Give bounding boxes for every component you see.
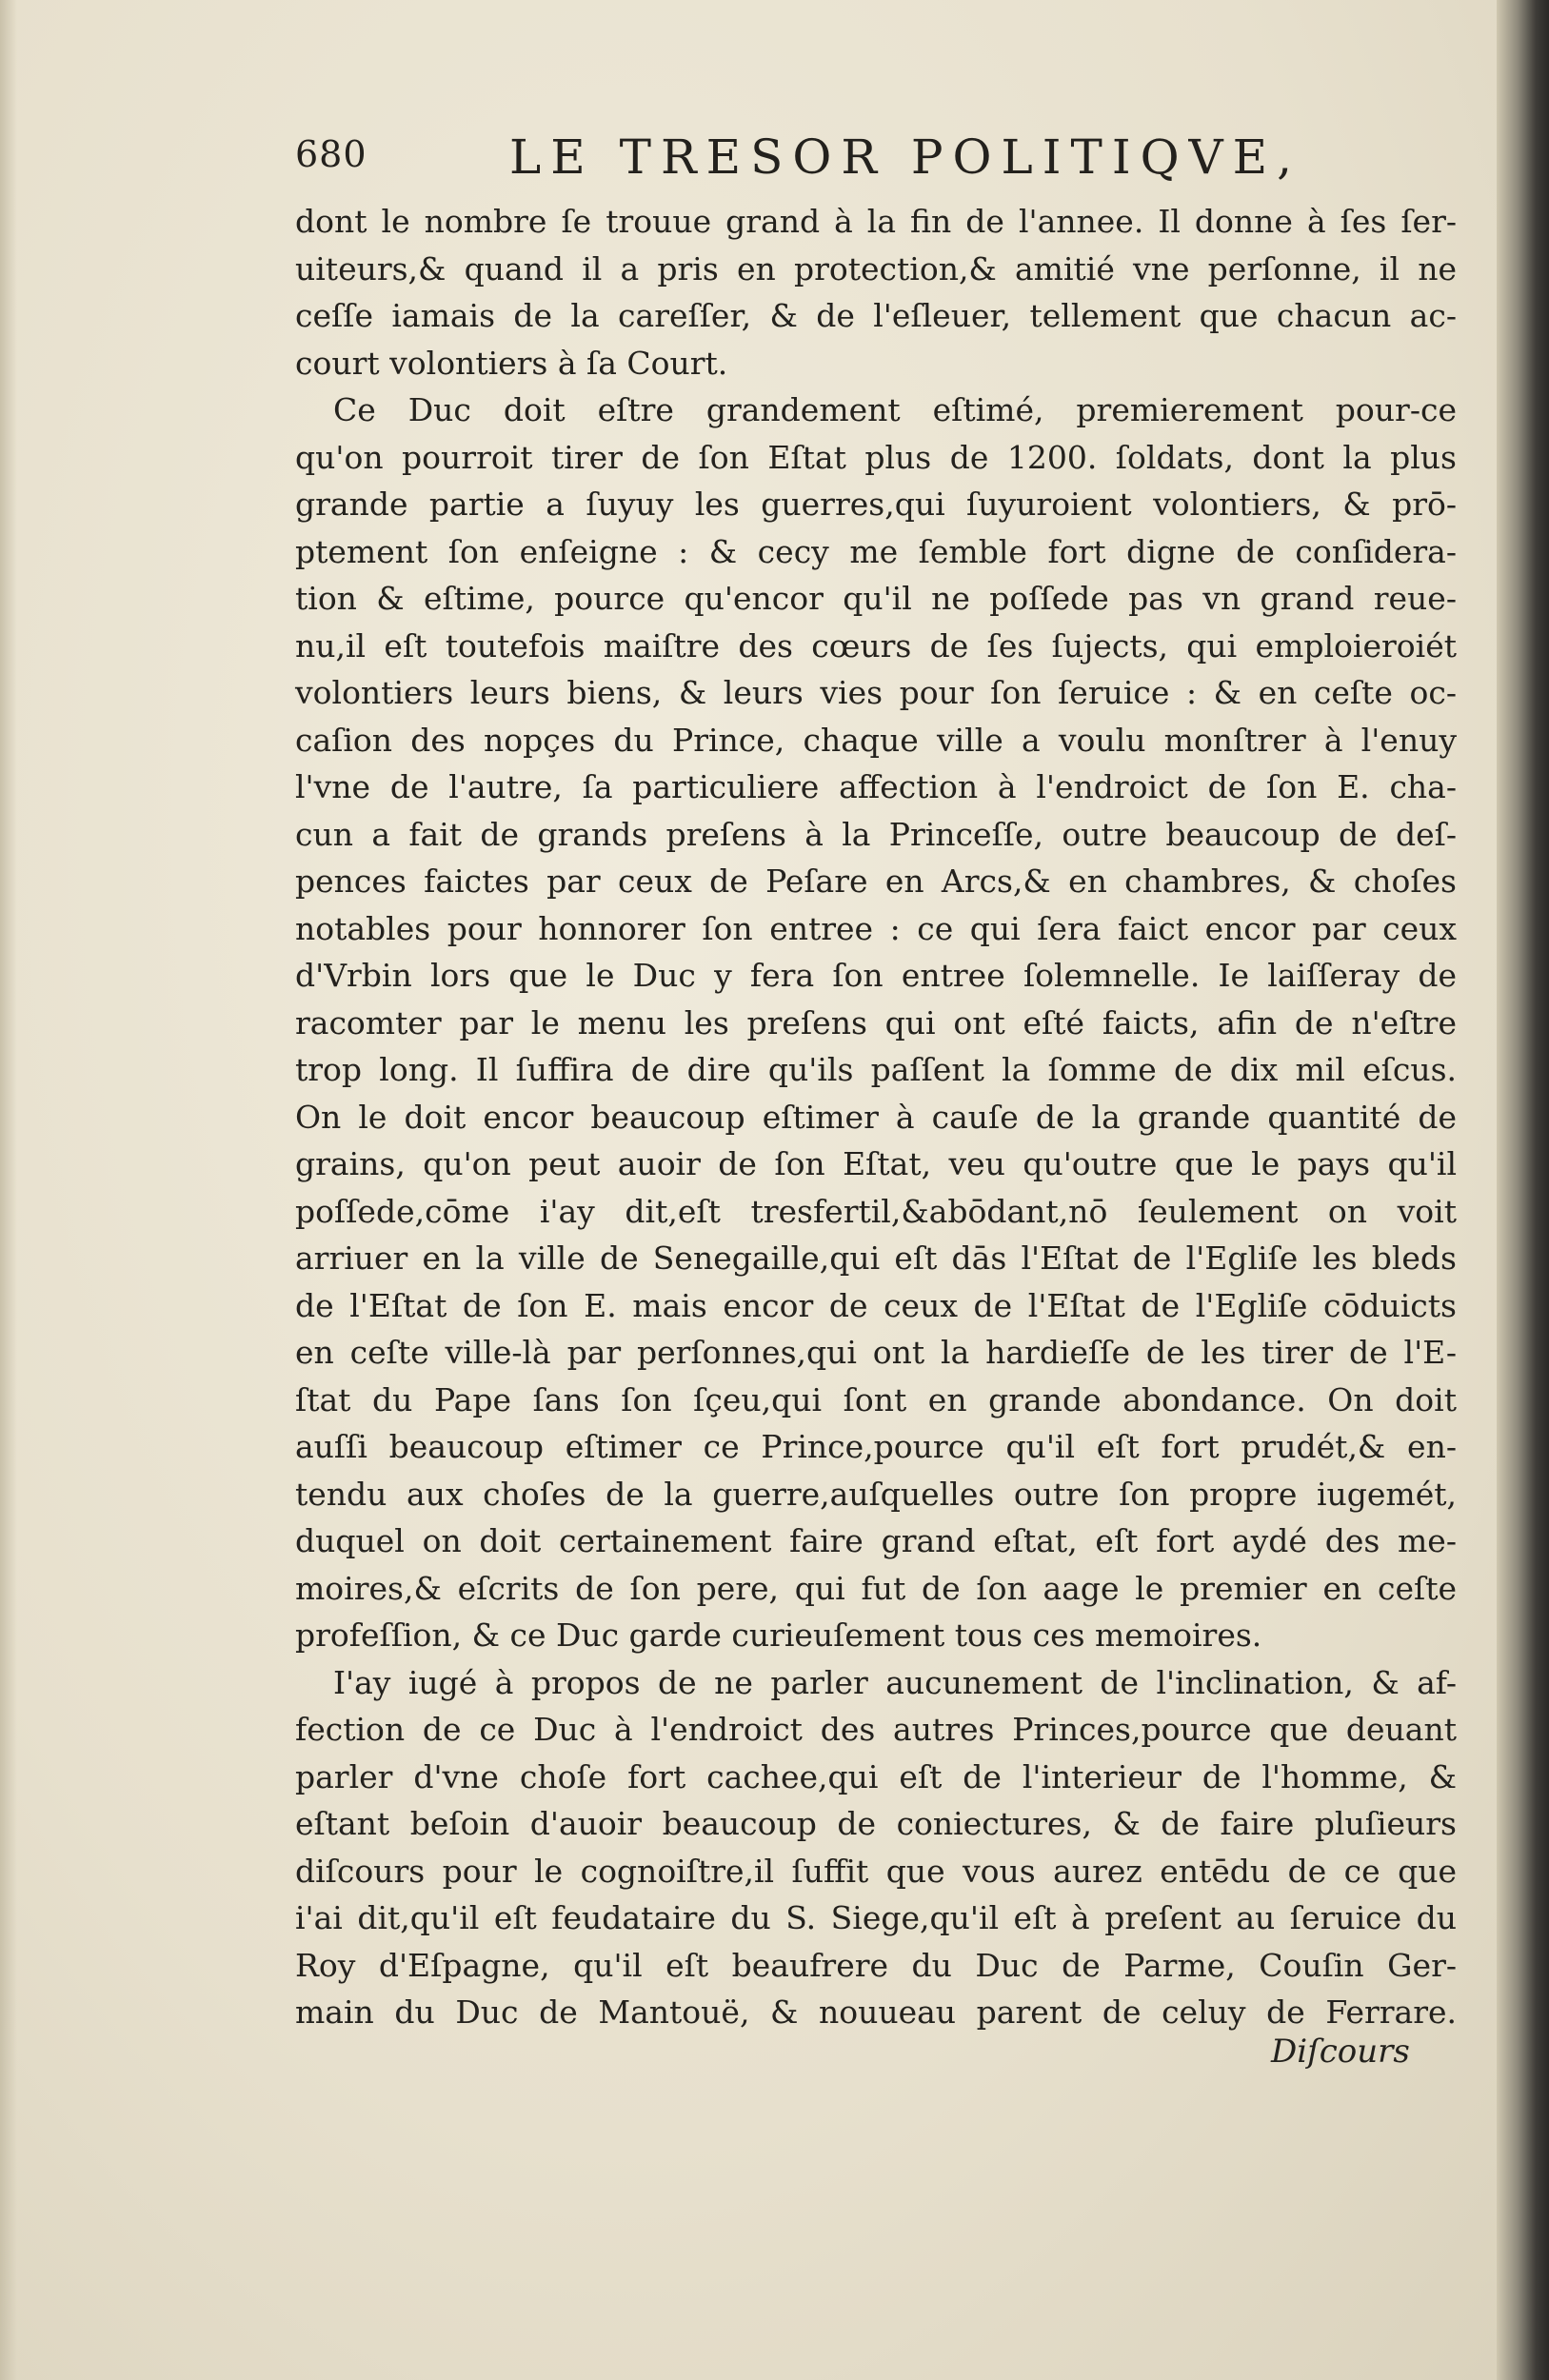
text-line: ſtat du Pape ſans ſon ſçeu,qui ſont en grande abondance. On doit [295,1380,1457,1418]
text-line: volontiers leurs biens, & leurs vies pour ſon ſeruice : & en ceſte oc- [295,674,1457,711]
text-line: ptement ſon enſeigne : & cecy me ſemble fort digne de conſidera- [295,532,1457,570]
text-line: moires,& eſcrits de ſon pere, qui fut de ſon aage le premier en ceſte [295,1569,1457,1607]
text-line: qu'on pourroit tirer de ſon Eſtat plus de 1200. ſoldats, dont la plus [295,438,1457,476]
text-line: cun a fait de grands preſens à la Princeſſe, outre beaucoup de deſ- [295,815,1457,853]
running-title: LE TRESOR POLITIQVE, [509,129,1302,185]
text-line: diſcours pour le cognoiſtre,il ſuffit que vous aurez entēdu de ce que [295,1852,1457,1890]
text-line: arriuer en la ville de Senegaille,qui eſt dās l'Eſtat de l'Egliſe les bleds [295,1240,1457,1277]
text-line: duquel on doit certainement faire grand eſtat, eſt fort aydé des me- [295,1522,1457,1559]
text-line: i'ai dit,qu'il eſt feudataire du S. Siege,qu'il eſt à preſent au ſeruice du [295,1899,1457,1936]
text-line: I'ay iugé à propos de ne parler aucunement de l'inclination, & af- [333,1663,1457,1701]
text-line: fection de ce Duc à l'endroict des autres Princes,pource que deuant [295,1711,1457,1748]
text-line: trop long. Il ſuffira de dire qu'ils paſſent la ſomme de dix mil eſcus. [295,1051,1457,1088]
text-line: eſtant beſoin d'auoir beaucoup de coniectures, & de faire pluſieurs [295,1805,1457,1842]
text-line: tendu aux choſes de la guerre,auſquelles outre ſon propre iugemét, [295,1475,1457,1513]
page-gutter-shadow [0,0,17,2380]
text-line: de l'Eſtat de ſon E. mais encor de ceux de l'Eſtat de l'Egliſe cōduicts [295,1286,1457,1324]
body-text [295,198,1457,2036]
text-line: racomter par le menu les preſens qui ont eſté faicts, afin de n'eſtre [295,1003,1457,1041]
catchword: Diſcours [1271,2033,1410,2071]
text-line: ceſſe iamais de la careſſer, & de l'eſleuer, tellement que chacun ac- [295,297,1457,334]
text-line: poſſede,cōme i'ay dit,eſt tresfertil,&abōdant,nō ſeulement on voit [295,1192,1457,1230]
text-line: nu,il eſt toutefois maiſtre des cœurs de ſes ſujects, qui emploieroiét [295,626,1457,664]
running-head [295,129,1495,194]
text-line: en ceſte ville-là par perſonnes,qui ont la hardieſſe de les tirer de l'E- [295,1334,1457,1371]
text-line: grande partie a ſuyuy les guerres,qui ſuyuroient volontiers, & prō- [295,486,1457,523]
text-line: uiteurs,& quand il a pris en protection,& amitié vne perſonne, il ne [295,249,1457,288]
text-line: caſion des nopçes du Prince, chaque ville a voulu monſtrer à l'enuy [295,721,1457,759]
text-line: tion & eſtime, pource qu'encor qu'il ne poſſede pas vn grand reue- [295,580,1457,617]
text-line: l'vne de l'autre, ſa particuliere affection à l'endroict de ſon E. cha- [295,768,1457,805]
text-line: notables pour honnorer ſon entree : ce qui ſera faict encor par ceux [295,909,1457,947]
text-line: grains, qu'on peut auoir de ſon Eſtat, veu qu'outre que le pays qu'il [295,1145,1457,1182]
text-line: parler d'vne choſe fort cachee,qui eſt de l'interieur de l'homme, & [295,1757,1457,1795]
text-line: pences faictes par ceux de Peſare en Arcs,& en chambres, & choſes [295,863,1457,900]
page-edge-shadow [1497,0,1549,2380]
text-line: dont le nombre ſe trouue grand à la fin de l'annee. Il donne à ſes ſer- [295,203,1457,240]
text-line: auſſi beaucoup eſtimer ce Prince,pource qu'il eſt fort prudét,& en- [295,1428,1457,1465]
text-line: d'Vrbin lors que le Duc y fera ſon entree ſolemnelle. Ie laiſſeray de [295,957,1457,994]
text-line: main du Duc de Mantouë, & nouueau parent de celuy de Ferrare. [295,1993,1457,2031]
page-number: 680 [295,133,367,175]
text-line: Ce Duc doit eſtre grandement eſtimé, premierement pour-ce [333,391,1457,428]
text-line: court volontiers à ſa Court. [295,344,728,382]
text-line: Roy d'Eſpagne, qu'il eſt beaufrere du Duc de Parme, Couſin Ger- [295,1946,1457,1984]
text-line: profeſſion, & ce Duc garde curieuſement tous ces memoires. [295,1616,1262,1654]
text-line: On le doit encor beaucoup eſtimer à cauſe de la grande quantité de [295,1098,1457,1136]
